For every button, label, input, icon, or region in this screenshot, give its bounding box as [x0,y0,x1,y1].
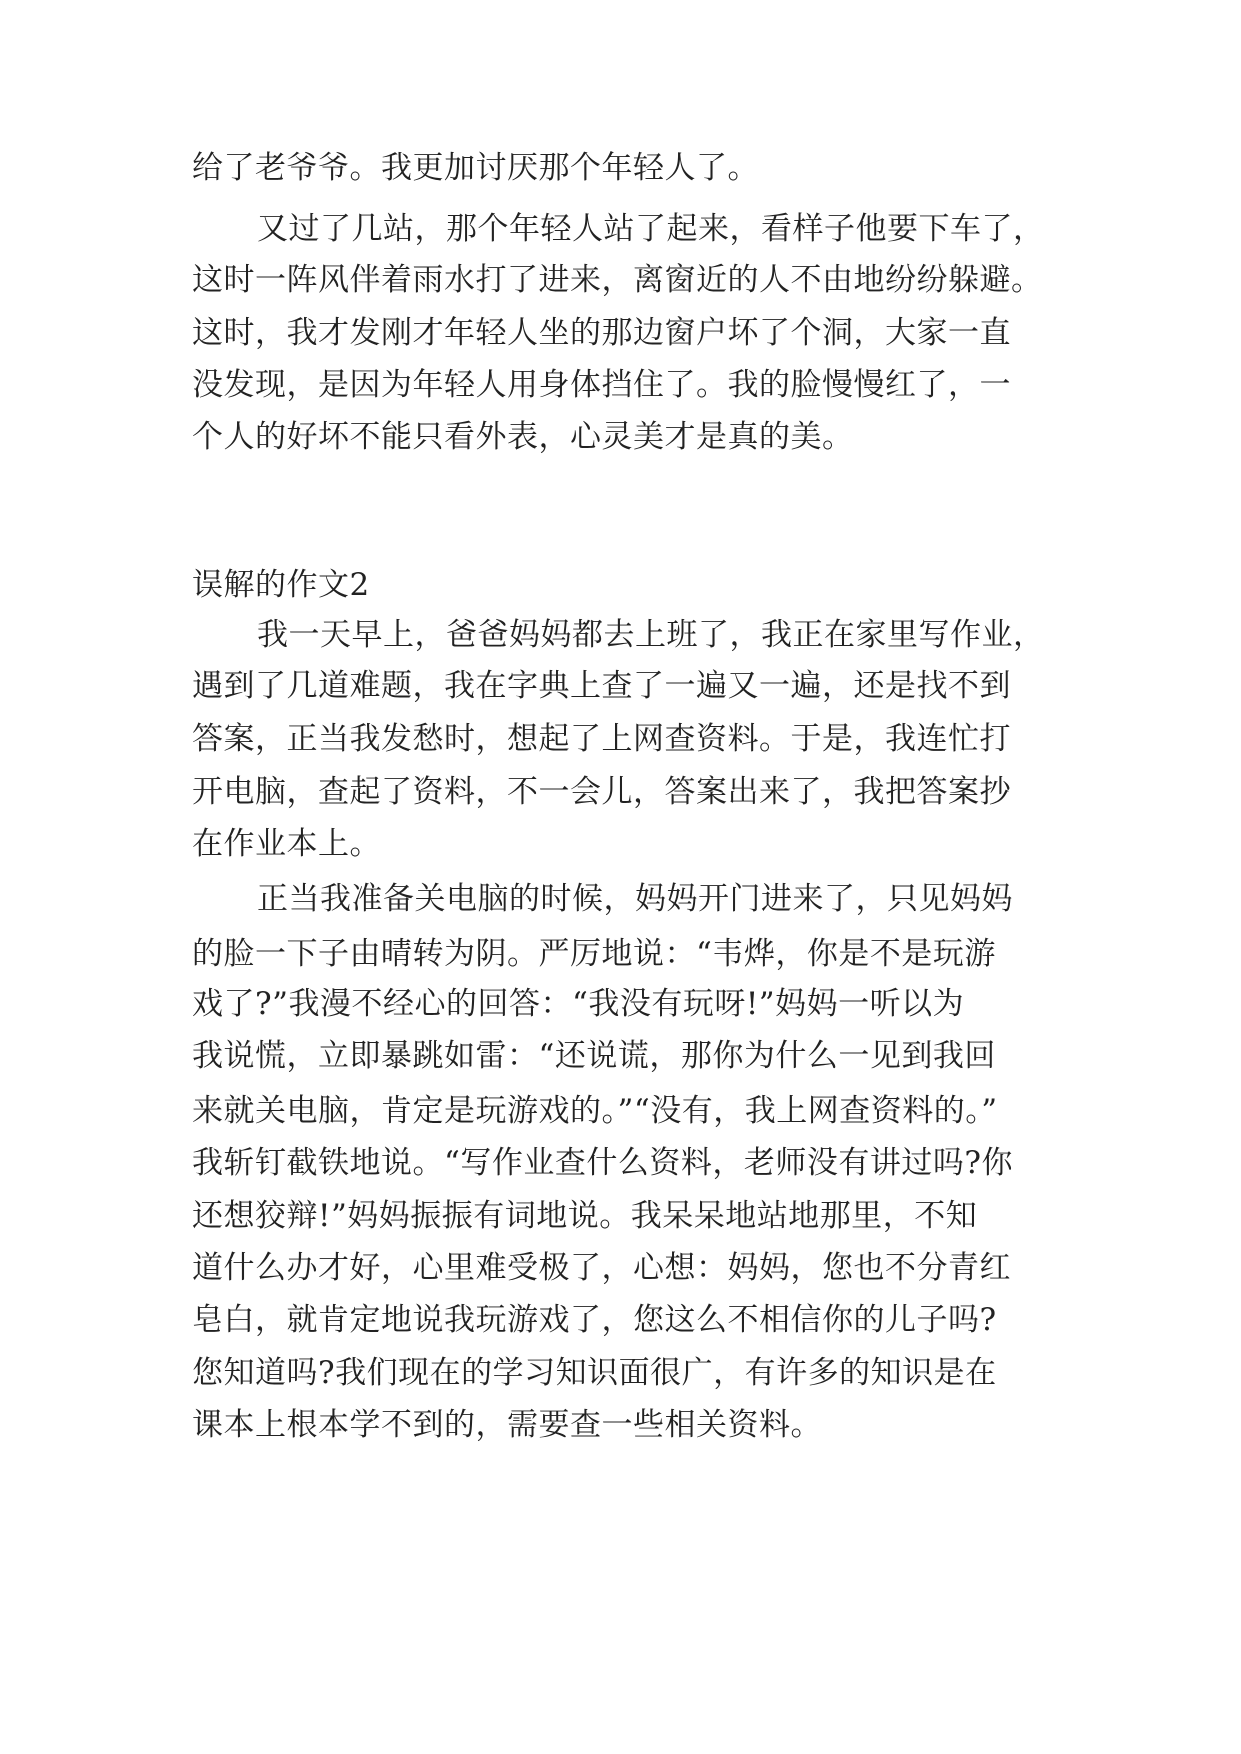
text-line: 戏了?”我漫不经心的回答：“我没有玩呀!”妈妈一听以为 [192,986,965,1022]
text-line: 开电脑，查起了资料，不一会儿，答案出来了，我把答案抄 [192,774,1011,810]
text-line: 个人的好坏不能只看外表，心灵美才是真的美。 [192,419,854,455]
text-line: 这时，我才发刚才年轻人坐的那边窗户坏了个洞，大家一直 [192,315,1011,351]
text-line: 答案，正当我发愁时，想起了上网查资料。于是，我连忙打 [192,721,1011,757]
text-line: 皂白，就肯定地说我玩游戏了，您这么不相信你的儿子吗? [192,1302,997,1338]
text-line: 正当我准备关电脑的时候，妈妈开门进来了，只见妈妈 [257,881,1013,917]
text-line: 没发现，是因为年轻人用身体挡住了。我的脸慢慢红了，一 [192,367,1011,403]
text-line: 课本上根本学不到的，需要查一些相关资料。 [192,1407,822,1443]
text-line: 我一天早上，爸爸妈妈都去上班了，我正在家里写作业， [257,617,1045,653]
text-line: 的脸一下子由晴转为阴。严厉地说：“韦烨，你是不是玩游 [192,936,996,972]
text-line: 又过了几站，那个年轻人站了起来，看样子他要下车了， [257,211,1045,247]
text-line: 我说慌，立即暴跳如雷：“还说谎，那你为什么一见到我回 [192,1038,996,1074]
section-title: 误解的作文2 [192,567,370,603]
text-line: 遇到了几道难题，我在字典上查了一遍又一遍，还是找不到 [192,668,1011,704]
text-line: 来就关电脑，肯定是玩游戏的。”“没有，我上网查资料的。” [192,1093,998,1129]
text-line: 道什么办才好，心里难受极了，心想：妈妈，您也不分青红 [192,1250,1011,1286]
text-line: 还想狡辩!”妈妈振振有词地说。我呆呆地站地那里，不知 [192,1198,978,1234]
text-line: 在作业本上。 [192,826,381,862]
text-line: 我斩钉截铁地说。“写作业查什么资料，老师没有讲过吗?你 [192,1145,1013,1181]
text-line: 这时一阵风伴着雨水打了进来，离窗近的人不由地纷纷躲避。 [192,262,1043,298]
text-line: 您知道吗?我们现在的学习知识面很广，有许多的知识是在 [192,1355,997,1391]
text-line: 给了老爷爷。我更加讨厌那个年轻人了。 [192,150,759,186]
